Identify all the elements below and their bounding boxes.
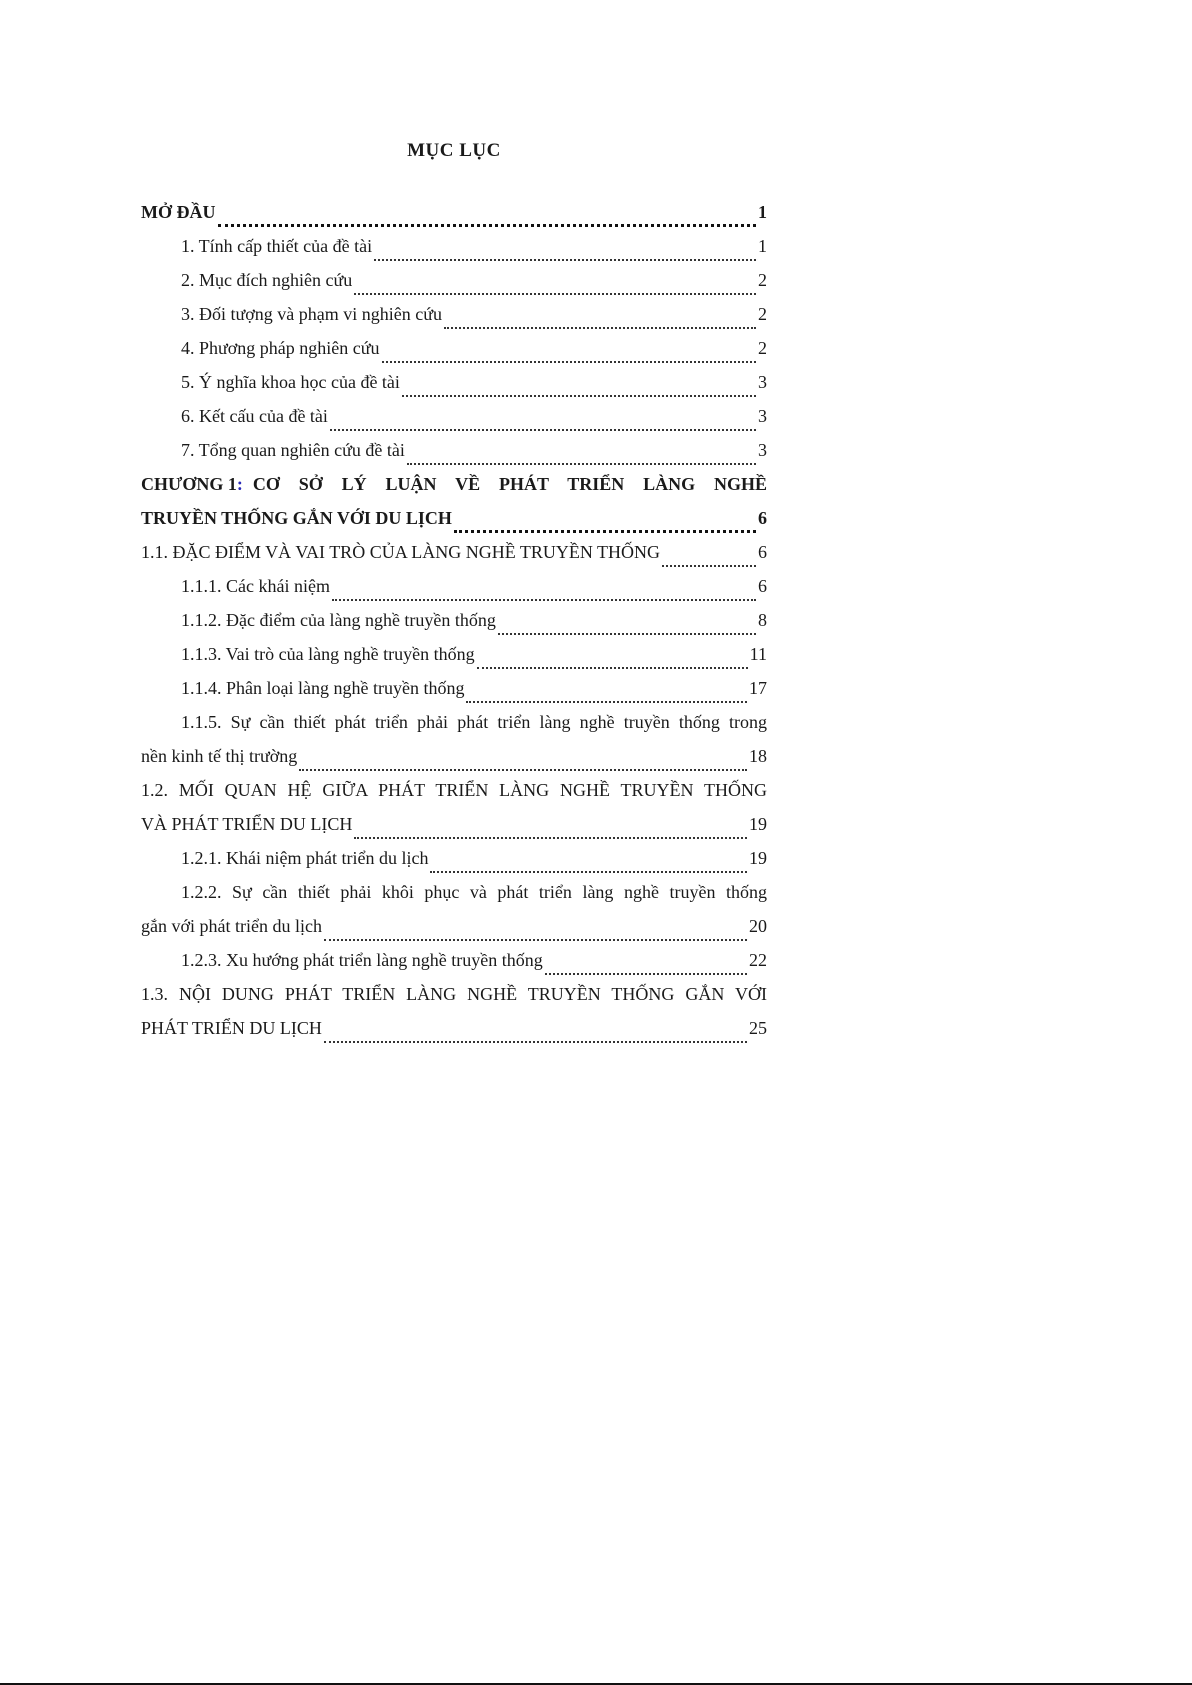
toc-entry-label: VÀ PHÁT TRIỂN DU LỊCH [141, 814, 353, 834]
dot-leader [407, 462, 756, 465]
dot-leader [332, 598, 756, 601]
toc-entry-page: 22 [749, 950, 767, 970]
toc-entry-page: 2 [758, 270, 767, 290]
toc-entry-label: 4. Phương pháp nghiên cứu [181, 338, 380, 358]
toc-entry-1-1-2[interactable] [141, 610, 767, 644]
toc-entry-label: 1.2.1. Khái niệm phát triển du lịch [181, 848, 429, 868]
toc-entry-1-2-line-1[interactable] [141, 780, 767, 814]
toc-entry-1-2-2-line-1[interactable] [141, 882, 767, 916]
toc-entry-5[interactable] [141, 372, 767, 406]
toc-entry-page: 3 [758, 406, 767, 426]
toc-entry-1-1[interactable] [141, 542, 767, 576]
toc-entry-label: PHÁT TRIỂN DU LỊCH [141, 1018, 322, 1038]
chapter-colon: : [236, 474, 243, 494]
toc-entry-6[interactable] [141, 406, 767, 440]
toc-entry-label: 6. Kết cấu của đề tài [181, 406, 328, 426]
toc-entry-page: 6 [758, 508, 767, 528]
toc-entry-label: 1.2. MỐI QUAN HỆ GIỮA PHÁT TRIỂN LÀNG NGHỀ TRUYỀN THỐNG [141, 780, 767, 800]
dot-leader [354, 292, 756, 295]
toc-entry-1-1-1[interactable] [141, 576, 767, 610]
toc-entry-1-1-5-line-2[interactable] [141, 746, 767, 780]
dot-leader [444, 326, 756, 329]
dot-leader [454, 529, 756, 533]
dot-leader [477, 666, 748, 669]
toc-entry-page: 20 [749, 916, 767, 936]
toc-entry-page: 19 [749, 814, 767, 834]
dot-leader [402, 394, 756, 397]
toc-entry-label [141, 474, 767, 495]
toc-entry-page: 3 [758, 372, 767, 392]
toc-entry-label: 1.3. NỘI DUNG PHÁT TRIỂN LÀNG NGHỀ TRUYỀN THỐNG GẮN VỚI [141, 984, 767, 1004]
toc-title: MỤC LỤC [407, 140, 501, 161]
toc-entry-1[interactable] [141, 236, 767, 270]
toc-entry-page: 25 [749, 1018, 767, 1038]
dot-leader [545, 972, 747, 975]
toc-entry-1-2-2-line-2[interactable] [141, 916, 767, 950]
toc-entry-label: 5. Ý nghĩa khoa học của đề tài [181, 372, 400, 392]
dot-leader [330, 428, 756, 431]
toc-entry-1-3-line-2[interactable] [141, 1018, 767, 1052]
toc-entry-label: TRUYỀN THỐNG GẮN VỚI DU LỊCH [141, 508, 452, 528]
dot-leader [466, 700, 747, 703]
toc-entry-page: 6 [758, 542, 767, 562]
toc-entry-7[interactable] [141, 440, 767, 474]
chapter-title-line-1: CƠ SỞ LÝ LUẬN VỀ PHÁT TRIỂN LÀNG NGHỀ [252, 474, 767, 494]
dot-leader [299, 768, 747, 771]
toc-entry-page: 6 [758, 576, 767, 596]
toc-entry-2[interactable] [141, 270, 767, 304]
toc-entry-page: 18 [749, 746, 767, 766]
toc-entry-page: 1 [758, 236, 767, 256]
table-of-contents [141, 202, 767, 1052]
toc-entry-1-1-4[interactable] [141, 678, 767, 712]
toc-entry-label: 3. Đối tượng và phạm vi nghiên cứu [181, 304, 442, 324]
toc-entry-page: 1 [758, 202, 767, 222]
toc-entry-mo-dau[interactable] [141, 202, 767, 236]
toc-entry-page: 2 [758, 304, 767, 324]
toc-entry-label: 1.1.3. Vai trò của làng nghề truyền thống [181, 644, 475, 664]
dot-leader [382, 360, 756, 363]
toc-entry-label: MỞ ĐẦU [141, 202, 216, 222]
toc-entry-label: 1.2.3. Xu hướng phát triển làng nghề truyền thống [181, 950, 543, 970]
toc-entry-page: 3 [758, 440, 767, 460]
dot-leader [374, 258, 756, 261]
toc-entry-page: 8 [758, 610, 767, 630]
toc-entry-label: gắn với phát triển du lịch [141, 916, 322, 936]
toc-entry-chapter-1-line-2[interactable] [141, 508, 767, 542]
toc-entry-page: 19 [749, 848, 767, 868]
toc-entry-3[interactable] [141, 304, 767, 338]
toc-entry-1-1-3[interactable] [141, 644, 767, 678]
toc-entry-1-2-line-2[interactable] [141, 814, 767, 848]
toc-entry-label: 1.1.1. Các khái niệm [181, 576, 330, 596]
toc-entry-label: 1.1.5. Sự cần thiết phát triển phải phát triển làng nghề truyền thống trong [181, 712, 767, 732]
dot-leader [218, 223, 757, 227]
toc-entry-1-1-5-line-1[interactable] [141, 712, 767, 746]
toc-entry-label: 1.1.4. Phân loại làng nghề truyền thống [181, 678, 465, 698]
toc-entry-chapter-1-line-1[interactable] [141, 474, 767, 508]
dot-leader [324, 938, 747, 941]
toc-entry-page: 2 [758, 338, 767, 358]
toc-entry-1-2-1[interactable] [141, 848, 767, 882]
toc-entry-label: 7. Tổng quan nghiên cứu đề tài [181, 440, 405, 460]
dot-leader [662, 564, 756, 567]
dot-leader [324, 1040, 747, 1043]
dot-leader [498, 632, 756, 635]
toc-entry-4[interactable] [141, 338, 767, 372]
toc-entry-page: 11 [749, 644, 767, 664]
toc-entry-page: 17 [749, 678, 767, 698]
toc-entry-label: 1.1. ĐẶC ĐIỂM VÀ VAI TRÒ CỦA LÀNG NGHỀ TRUYỀN THỐNG [141, 542, 661, 562]
toc-entry-label: 2. Mục đích nghiên cứu [181, 270, 353, 290]
toc-entry-label: 1.1.2. Đặc điểm của làng nghề truyền thống [181, 610, 496, 630]
toc-entry-label: 1. Tính cấp thiết của đề tài [181, 236, 373, 256]
dot-leader [430, 870, 747, 873]
chapter-prefix: CHƯƠNG 1: [141, 474, 243, 494]
toc-entry-1-3-line-1[interactable] [141, 984, 767, 1018]
toc-entry-label: nền kinh tế thị trường [141, 746, 298, 766]
toc-entry-label: 1.2.2. Sự cần thiết phải khôi phục và phát triển làng nghề truyền thống [181, 882, 767, 902]
dot-leader [354, 836, 747, 839]
toc-entry-1-2-3[interactable] [141, 950, 767, 984]
